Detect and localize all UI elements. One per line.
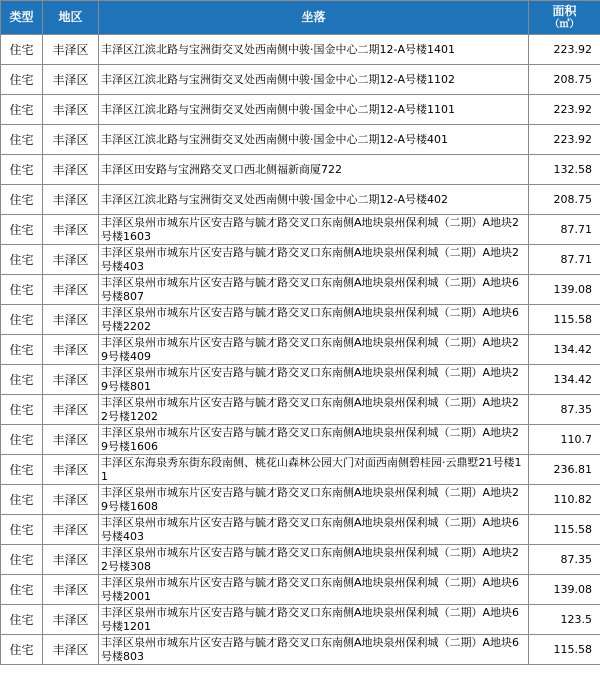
cell-address: 丰泽区泉州市城东片区安吉路与毓才路交叉口东南侧A地块泉州保利城（二期）A地块6号楼803 [99, 635, 529, 665]
cell-type: 住宅 [1, 275, 43, 305]
cell-type: 住宅 [1, 485, 43, 515]
table-row [1, 245, 600, 275]
table-row [1, 35, 600, 65]
cell-address: 丰泽区东海泉秀东街东段南侧、桃花山森林公园大门对面西南侧碧桂园·云鼎墅21号楼11 [99, 455, 529, 485]
cell-area: 223.92 [529, 125, 600, 155]
cell-type: 住宅 [1, 245, 43, 275]
header-row [1, 1, 600, 35]
cell-area: 87.71 [529, 215, 600, 245]
cell-district: 丰泽区 [43, 455, 99, 485]
cell-area: 87.71 [529, 245, 600, 275]
header-district: 地区 [43, 1, 99, 35]
cell-district: 丰泽区 [43, 485, 99, 515]
cell-area: 123.5 [529, 605, 600, 635]
cell-area: 110.82 [529, 485, 600, 515]
cell-type: 住宅 [1, 605, 43, 635]
cell-district: 丰泽区 [43, 515, 99, 545]
cell-district: 丰泽区 [43, 575, 99, 605]
cell-address: 丰泽区江滨北路与宝洲街交叉处西南侧中骏·国金中心二期12-A号楼1101 [99, 95, 529, 125]
cell-type: 住宅 [1, 635, 43, 665]
cell-address: 丰泽区江滨北路与宝洲街交叉处西南侧中骏·国金中心二期12-A号楼1401 [99, 35, 529, 65]
cell-type: 住宅 [1, 395, 43, 425]
cell-type: 住宅 [1, 335, 43, 365]
cell-type: 住宅 [1, 545, 43, 575]
cell-district: 丰泽区 [43, 185, 99, 215]
table-row [1, 65, 600, 95]
table-row [1, 185, 600, 215]
cell-address: 丰泽区泉州市城东片区安吉路与毓才路交叉口东南侧A地块泉州保利城（二期）A地块29号楼801 [99, 365, 529, 395]
cell-area: 115.58 [529, 635, 600, 665]
cell-address: 丰泽区泉州市城东片区安吉路与毓才路交叉口东南侧A地块泉州保利城（二期）A地块2号楼1603 [99, 215, 529, 245]
cell-address: 丰泽区泉州市城东片区安吉路与毓才路交叉口东南侧A地块泉州保利城（二期）A地块6号楼1201 [99, 605, 529, 635]
cell-district: 丰泽区 [43, 155, 99, 185]
cell-area: 139.08 [529, 275, 600, 305]
table-row [1, 305, 600, 335]
cell-district: 丰泽区 [43, 215, 99, 245]
cell-address: 丰泽区泉州市城东片区安吉路与毓才路交叉口东南侧A地块泉州保利城（二期）A地块29号楼409 [99, 335, 529, 365]
cell-area: 223.92 [529, 95, 600, 125]
cell-type: 住宅 [1, 455, 43, 485]
cell-district: 丰泽区 [43, 635, 99, 665]
cell-area: 139.08 [529, 575, 600, 605]
table-row [1, 365, 600, 395]
cell-type: 住宅 [1, 65, 43, 95]
cell-area: 208.75 [529, 65, 600, 95]
cell-type: 住宅 [1, 575, 43, 605]
cell-type: 住宅 [1, 35, 43, 65]
cell-address: 丰泽区泉州市城东片区安吉路与毓才路交叉口东南侧A地块泉州保利城（二期）A地块22号楼308 [99, 545, 529, 575]
cell-district: 丰泽区 [43, 605, 99, 635]
table-row [1, 275, 600, 305]
table-row [1, 215, 600, 245]
cell-district: 丰泽区 [43, 545, 99, 575]
cell-address: 丰泽区江滨北路与宝洲街交叉处西南侧中骏·国金中心二期12-A号楼401 [99, 125, 529, 155]
cell-address: 丰泽区泉州市城东片区安吉路与毓才路交叉口东南侧A地块泉州保利城（二期）A地块6号楼2001 [99, 575, 529, 605]
cell-area: 223.92 [529, 35, 600, 65]
cell-area: 115.58 [529, 305, 600, 335]
cell-district: 丰泽区 [43, 65, 99, 95]
cell-address: 丰泽区江滨北路与宝洲街交叉处西南侧中骏·国金中心二期12-A号楼1102 [99, 65, 529, 95]
cell-district: 丰泽区 [43, 275, 99, 305]
cell-area: 134.42 [529, 365, 600, 395]
table-row [1, 425, 600, 455]
cell-district: 丰泽区 [43, 35, 99, 65]
cell-address: 丰泽区田安路与宝洲路交叉口西北侧福新商厦722 [99, 155, 529, 185]
cell-area: 132.58 [529, 155, 600, 185]
table-row [1, 125, 600, 155]
cell-type: 住宅 [1, 365, 43, 395]
cell-district: 丰泽区 [43, 335, 99, 365]
table-row [1, 455, 600, 485]
header-address: 坐落 [99, 1, 529, 35]
cell-type: 住宅 [1, 185, 43, 215]
cell-area: 87.35 [529, 545, 600, 575]
cell-address: 丰泽区泉州市城东片区安吉路与毓才路交叉口东南侧A地块泉州保利城（二期）A地块6号楼403 [99, 515, 529, 545]
cell-address: 丰泽区泉州市城东片区安吉路与毓才路交叉口东南侧A地块泉州保利城（二期）A地块6号楼2202 [99, 305, 529, 335]
cell-district: 丰泽区 [43, 395, 99, 425]
header-type: 类型 [1, 1, 43, 35]
cell-type: 住宅 [1, 95, 43, 125]
table-row [1, 545, 600, 575]
cell-district: 丰泽区 [43, 245, 99, 275]
table-row [1, 635, 600, 665]
header-area [529, 1, 600, 35]
cell-district: 丰泽区 [43, 305, 99, 335]
header-area-label: 面积 [552, 4, 577, 19]
cell-district: 丰泽区 [43, 125, 99, 155]
cell-area: 87.35 [529, 395, 600, 425]
cell-type: 住宅 [1, 125, 43, 155]
table-row [1, 335, 600, 365]
table-row [1, 605, 600, 635]
cell-address: 丰泽区泉州市城东片区安吉路与毓才路交叉口东南侧A地块泉州保利城（二期）A地块22号楼1202 [99, 395, 529, 425]
table-row [1, 155, 600, 185]
cell-area: 236.81 [529, 455, 600, 485]
cell-area: 134.42 [529, 335, 600, 365]
table-row [1, 95, 600, 125]
table-row [1, 575, 600, 605]
cell-district: 丰泽区 [43, 365, 99, 395]
cell-address: 丰泽区泉州市城东片区安吉路与毓才路交叉口东南侧A地块泉州保利城（二期）A地块6号楼807 [99, 275, 529, 305]
cell-type: 住宅 [1, 215, 43, 245]
cell-district: 丰泽区 [43, 95, 99, 125]
table-row [1, 485, 600, 515]
header-area-unit: （㎡） [549, 18, 580, 30]
cell-type: 住宅 [1, 515, 43, 545]
cell-type: 住宅 [1, 305, 43, 335]
table-row [1, 395, 600, 425]
cell-address: 丰泽区泉州市城东片区安吉路与毓才路交叉口东南侧A地块泉州保利城（二期）A地块29号楼1608 [99, 485, 529, 515]
cell-address: 丰泽区江滨北路与宝洲街交叉处西南侧中骏·国金中心二期12-A号楼402 [99, 185, 529, 215]
cell-district: 丰泽区 [43, 425, 99, 455]
cell-area: 208.75 [529, 185, 600, 215]
cell-type: 住宅 [1, 155, 43, 185]
cell-area: 115.58 [529, 515, 600, 545]
cell-address: 丰泽区泉州市城东片区安吉路与毓才路交叉口东南侧A地块泉州保利城（二期）A地块29号楼1606 [99, 425, 529, 455]
cell-type: 住宅 [1, 425, 43, 455]
cell-area: 110.7 [529, 425, 600, 455]
cell-address: 丰泽区泉州市城东片区安吉路与毓才路交叉口东南侧A地块泉州保利城（二期）A地块2号楼403 [99, 245, 529, 275]
table-row [1, 515, 600, 545]
